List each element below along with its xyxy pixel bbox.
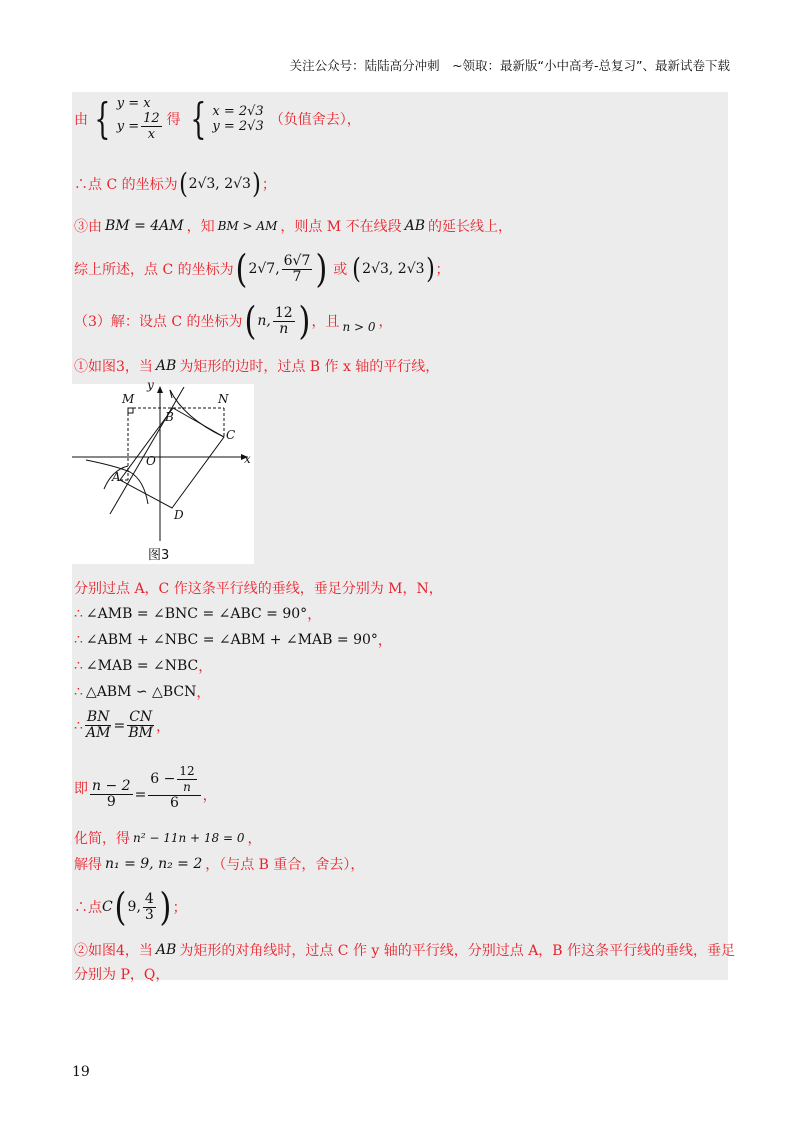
fraction (148, 764, 200, 811)
equation-system-2 (212, 104, 263, 134)
text: ，知 (186, 219, 215, 235)
left-brace: { (94, 94, 111, 143)
math: n² − 11n + 18 = 0 (133, 831, 245, 845)
text: ； (435, 262, 450, 278)
denominator: n (279, 320, 289, 337)
denominator: 7 (292, 268, 302, 285)
math: ∠ABM + ∠NBC = ∠ABM + ∠MAB = 90° (85, 632, 378, 648)
right-angle-mark (128, 408, 133, 413)
text: ， (198, 659, 213, 675)
math: 2√7, (248, 261, 280, 277)
text: 由 (74, 112, 88, 128)
paren: ( (244, 299, 256, 343)
fraction (127, 710, 154, 741)
fraction (273, 306, 295, 337)
page-number: 19 (72, 1064, 90, 1080)
equation (117, 111, 164, 142)
text: ③由 (74, 219, 102, 235)
math: n, (257, 313, 271, 329)
numerator-left: 6 − (150, 771, 176, 787)
label-n: N (218, 392, 229, 406)
line-11 (74, 682, 210, 702)
text: ∴ (74, 684, 83, 700)
equals: = (113, 717, 126, 734)
math: BM = 4AM (105, 218, 184, 234)
math: AB (155, 942, 177, 958)
line-9 (74, 630, 392, 650)
numerator: CN (129, 709, 153, 725)
text: ∴点 C 的坐标为 (74, 177, 178, 193)
text: 综上所述，点 C 的坐标为 (74, 262, 234, 278)
text: ； (172, 900, 187, 916)
label-m: M (122, 392, 135, 406)
paren: ) (315, 247, 328, 291)
text: 或 (333, 262, 348, 278)
text: ， (156, 718, 171, 735)
text: ①如图3，当 (74, 359, 153, 375)
text: 化简，得 (74, 831, 130, 847)
page-header: 关注公众号：陆陆高分冲刺 ~领取：最新版“小中高考-总复习”、最新试卷下载 (289, 58, 730, 73)
geometry-diagram (72, 384, 254, 544)
equation-system-1 (117, 96, 164, 142)
inner-fraction (177, 764, 196, 795)
fraction (90, 779, 133, 810)
text: ， (307, 607, 322, 623)
math: AB (404, 218, 426, 234)
fraction (85, 710, 112, 741)
math: △ABM ∽ △BCN (85, 684, 197, 700)
math: AB (155, 358, 177, 374)
numerator: n − 2 (92, 778, 131, 794)
line-1 (74, 96, 361, 142)
line-18: 分别为 P，Q， (74, 967, 170, 983)
text: 为矩形的对角线时，过点 C 作 y 轴的平行线，分别过点 A，B 作这条平行线的垂线，垂足 (179, 943, 736, 959)
text: ，（与点 B 重合，舍去）， (205, 857, 365, 873)
math: n₁ = 9, n₂ = 2 (105, 856, 203, 872)
equation: y = 2√3 (212, 119, 264, 134)
paren: ( (178, 167, 188, 200)
fraction (282, 254, 313, 285)
text: ∴ (74, 606, 83, 622)
paren: ( (114, 885, 127, 929)
line-15 (74, 854, 364, 874)
fraction (141, 111, 162, 142)
line-7: 分别过点 A，C 作这条平行线的垂线，垂足分别为 M，N， (74, 581, 443, 597)
math: BM > AM (217, 219, 278, 233)
math: ∠AMB = ∠BNC = ∠ABC = 90° (85, 606, 308, 622)
line-16 (74, 885, 187, 929)
text: ， (196, 685, 211, 701)
equals: = (134, 786, 147, 803)
text: ，则点 M 不在线段 (280, 219, 402, 235)
text: ∴ (74, 658, 83, 674)
paren: ( (352, 252, 362, 285)
label-o: O (146, 454, 156, 468)
math: 2√3, 2√3 (362, 261, 425, 277)
text: ， (378, 314, 393, 330)
denominator: BM (128, 725, 153, 741)
line-2 (74, 167, 276, 200)
text: ∴ (74, 632, 83, 648)
solution-content (72, 92, 736, 983)
text: （负值舍去）， (269, 112, 361, 128)
label-a: A (112, 470, 121, 484)
paren: ) (159, 885, 172, 929)
math: 9, (127, 899, 141, 915)
y-arrow (157, 386, 163, 393)
numerator (148, 764, 200, 796)
line-17 (74, 940, 735, 960)
line-3 (74, 216, 512, 236)
text: 的延长线上， (428, 219, 513, 235)
text: ②如图4，当 (74, 943, 153, 959)
text: ， (247, 831, 262, 847)
label-y: y (147, 378, 154, 392)
equation-left: y = (116, 119, 140, 134)
line-13 (74, 764, 217, 811)
math: C (102, 899, 113, 915)
text: ∴点 (74, 900, 102, 916)
numerator: 12 (143, 111, 160, 126)
denominator: 9 (106, 794, 116, 810)
line-6 (74, 356, 439, 376)
denominator: n (183, 780, 191, 794)
line-5 (74, 299, 393, 343)
text: 即 (74, 780, 88, 797)
text: 解得 (74, 857, 102, 873)
paren: ( (235, 247, 247, 291)
line-12 (74, 710, 170, 741)
line-10 (74, 656, 212, 676)
math: ∠MAB = ∠NBC (85, 658, 199, 674)
math: n > 0 (342, 320, 376, 334)
figure-caption: 图3 (148, 548, 170, 563)
math: 2√3, 2√3 (188, 176, 251, 192)
text: （3）解：设点 C 的坐标为 (74, 314, 243, 330)
numerator: 6√7 (283, 252, 311, 269)
text: ，且 (311, 314, 340, 330)
denominator: x (147, 127, 156, 142)
text: ， (377, 633, 392, 649)
text: 为矩形的边时，过点 B 作 x 轴的平行线， (179, 359, 440, 375)
label-b: B (165, 410, 174, 424)
line-8 (74, 604, 321, 624)
label-d: D (174, 508, 184, 522)
paren: ) (252, 167, 261, 200)
text: 得 (166, 112, 181, 128)
label-x: x (244, 452, 251, 466)
text: ； (261, 177, 276, 193)
paren: ) (425, 252, 435, 285)
equation: y = x (116, 96, 151, 111)
paren: ) (298, 299, 311, 343)
fraction (143, 892, 156, 923)
text: ， (202, 787, 217, 804)
line-14 (74, 828, 262, 848)
left-brace: { (190, 94, 207, 143)
label-c: C (226, 428, 236, 442)
text: ∴ (74, 717, 83, 734)
numerator: 4 (144, 890, 154, 907)
line-4 (74, 247, 450, 291)
numerator: 12 (274, 304, 293, 321)
numerator: BN (86, 709, 110, 725)
equation: x = 2√3 (212, 104, 264, 119)
denominator: 3 (144, 906, 154, 923)
denominator: 6 (170, 795, 179, 811)
denominator: AM (85, 725, 111, 741)
figure-3 (72, 378, 254, 564)
numerator: 12 (179, 764, 195, 778)
